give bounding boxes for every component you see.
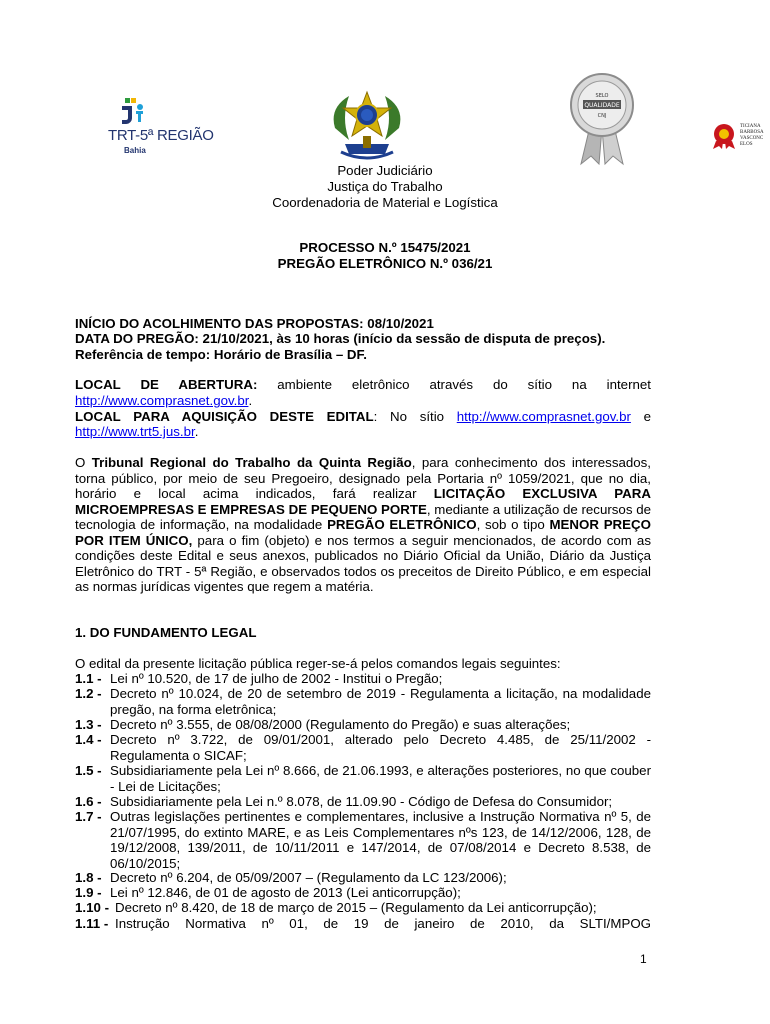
- legal-item: [75, 717, 651, 733]
- legal-item: [75, 763, 651, 794]
- section1-title: 1. DO FUNDAMENTO LEGAL: [75, 625, 257, 640]
- legal-item-number: 1.5 -: [75, 763, 102, 778]
- legal-item-number: 1.3 -: [75, 717, 102, 732]
- legal-item: [75, 809, 651, 871]
- comprasnet-link-2[interactable]: http://www.comprasnet.gov.br: [456, 409, 631, 424]
- header-line-coordenadoria: Coordenadoria de Material e Logística: [272, 195, 498, 210]
- svg-text:SELO: SELO: [595, 93, 609, 99]
- local-abertura: [75, 377, 651, 393]
- legal-item-text: Decreto nº 3.722, de 09/01/2001, alterado pelo Decreto 4.485, de 25/11/2002 - Regulamenta o SICAF;: [110, 732, 651, 763]
- local-abertura-text: ambiente eletrônico através do sítio na internet: [257, 377, 651, 392]
- local-aquisicao-label: LOCAL PARA AQUISIÇÃO DESTE EDITAL: [75, 409, 374, 424]
- award-badge-icon: [710, 123, 738, 149]
- legal-item: [75, 732, 651, 763]
- coat-of-arms-icon: [327, 88, 407, 166]
- trt5-logo-icon: [108, 94, 188, 156]
- legal-item-number: 1.8 -: [75, 870, 102, 885]
- legal-item-text: Decreto nº 6.204, de 05/09/2007 – (Regulamento da LC 123/2006);: [110, 870, 507, 885]
- legal-item-number: 1.10 -: [75, 900, 110, 915]
- legal-item-number: 1.11 -: [75, 916, 109, 931]
- dates-referencia: Referência de tempo: Horário de Brasília – DF.: [75, 347, 367, 362]
- legal-item: [75, 794, 651, 810]
- pregao-number: PREGÃO ELETRÔNICO N.º 036/21: [277, 256, 493, 271]
- svg-text:CNJ: CNJ: [597, 113, 607, 119]
- header-line-poder: Poder Judiciário: [337, 163, 433, 178]
- legal-item-number: 1.4 -: [75, 732, 102, 747]
- dates-acolhimento: INÍCIO DO ACOLHIMENTO DAS PROPOSTAS: 08/10/2021: [75, 316, 434, 331]
- award-badge-text: TICIANA BARBOSA VASCONC ELOS: [740, 124, 764, 147]
- intro-text-1: O: [75, 455, 92, 470]
- section1-lead: O edital da presente licitação pública reger-se-á pelos comandos legais seguintes:: [75, 656, 561, 671]
- local-aquisicao-e: e: [630, 409, 651, 424]
- intro-text-4: , sob o tipo: [476, 517, 550, 532]
- intro-bold-menor-preco: MENOR PREÇO POR ITEM ÚNICO,: [75, 517, 651, 548]
- legal-item-text: Decreto nº 3.555, de 08/08/2000 (Regulamento do Pregão) e suas alterações;: [110, 717, 571, 732]
- legal-item-text: Subsidiariamente pela Lei n.º 8.078, de 11.09.90 - Código de Defesa do Consumidor;: [110, 794, 613, 809]
- legal-item: [75, 686, 651, 717]
- legal-item-text: Outras legislações pertinentes e complementares, inclusive a Instrução Normativa nº 5, de 21/07/1995, do extinto MARE, e as Leis Complementares nºs 123, de 14/12/2006, 128, de 19/12/2008, 139/2011, de 10/11/2011 e 147/2014, de 07/08/2014 e Decreto 8.538, de 06/10/2015;: [110, 809, 651, 871]
- intro-bold-pregao: PREGÃO ELETRÔNICO: [327, 517, 477, 532]
- intro-text-5: para o fim (objeto) e nos termos a seguir mencionados, de acordo com as condições deste Edital e seus anexos, publicados no Diário Oficial da União, Diário da Justiça Eletrônico do TRT - 5ª Região, e observados todos os preceitos de Direito Público, e em especial as normas jurídicas vigentes que regem a matéria.: [75, 532, 651, 594]
- header-line-justica: Justiça do Trabalho: [327, 179, 443, 194]
- comprasnet-link[interactable]: http://www.comprasnet.gov.br: [75, 393, 249, 408]
- dates-pregao: DATA DO PREGÃO: 21/10/2021, às 10 horas (início da sessão de disputa de preços).: [75, 331, 606, 346]
- local-abertura-link-line: http://www.comprasnet.gov.br.: [75, 393, 253, 408]
- intro-text-3: , mediante a utilização de recursos de tecnologia de informação, na modalidade: [75, 501, 651, 532]
- trt5-logo-text: TRT-5ª REGIÃO: [108, 127, 214, 144]
- legal-item: [75, 885, 651, 901]
- legal-item-text: Lei nº 12.846, de 01 de agosto de 2013 (Lei anticorrupção);: [110, 885, 461, 900]
- legal-item-text: Decreto nº 10.024, de 20 de setembro de 2019 - Regulamenta a licitação, na modalidade pregão, na forma eletrônica;: [110, 686, 651, 717]
- local-aquisicao: [75, 409, 651, 425]
- local-aquisicao-text: : No sítio: [373, 409, 457, 424]
- quality-seal-icon: [569, 72, 635, 166]
- legal-item-text: Lei nº 10.520, de 17 de julho de 2002 - Institui o Pregão;: [110, 671, 443, 686]
- legal-item-number: 1.9 -: [75, 885, 102, 900]
- legal-item-number: 1.7 -: [75, 809, 102, 824]
- legal-item: [75, 671, 651, 687]
- intro-text-2: , para conhecimento dos interessados, torna público, por meio de seu Pregoeiro, designado pela Portaria nº 1059/2021, que no dia, horário e local acima indicados, fará realizar: [75, 455, 651, 501]
- trt5-logo-subtitle: Bahia: [124, 146, 146, 155]
- legal-item-number: 1.2 -: [75, 686, 102, 701]
- page-number: 1: [640, 952, 647, 966]
- legal-item-text: Instrução Normativa nº 01, de 19 de janeiro de 2010, da SLTI/MPOG: [115, 916, 651, 931]
- local-aquisicao-link-line: http://www.trt5.jus.br.: [75, 424, 199, 439]
- intro-paragraph: [75, 455, 651, 595]
- intro-bold-tribunal: Tribunal Regional do Trabalho da Quinta Região: [91, 455, 412, 470]
- legal-item-number: 1.1 -: [75, 671, 102, 686]
- legal-item: [75, 916, 651, 932]
- local-abertura-label: LOCAL DE ABERTURA:: [75, 377, 258, 392]
- intro-bold-licitacao: LICITAÇÃO EXCLUSIVA PARA MICROEMPRESAS E EMPRESAS DE PEQUENO PORTE: [75, 486, 651, 517]
- svg-text:QUALIDADE: QUALIDADE: [584, 102, 620, 109]
- legal-item-number: 1.6 -: [75, 794, 102, 809]
- trt5-link[interactable]: http://www.trt5.jus.br: [75, 424, 195, 439]
- legal-item: [75, 900, 651, 916]
- legal-item-text: Subsidiariamente pela Lei nº 8.666, de 21.06.1993, e alterações posteriores, no que couber - Lei de Licitações;: [110, 763, 651, 794]
- process-number: PROCESSO N.º 15475/2021: [299, 240, 471, 255]
- legal-item-text: Decreto nº 8.420, de 18 de março de 2015 – (Regulamento da Lei anticorrupção);: [115, 900, 597, 915]
- legal-item: [75, 870, 651, 886]
